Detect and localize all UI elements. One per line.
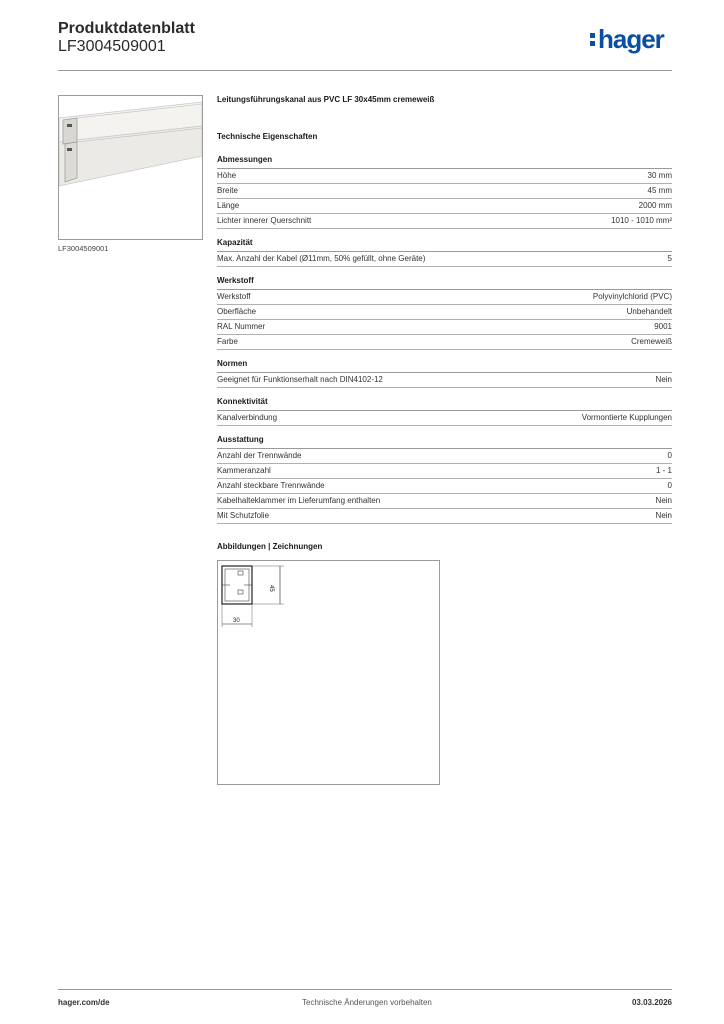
row-label: Geeignet für Funktionserhalt nach DIN4102-12 (217, 375, 383, 384)
footer-divider (58, 989, 672, 990)
row-value: 1010 - 1010 mm² (611, 216, 672, 225)
table-row (217, 305, 672, 320)
dimension-width: 30 (233, 618, 240, 624)
row-value: 1 - 1 (655, 466, 672, 475)
product-details (217, 95, 672, 533)
dimension-height: 45 (268, 585, 274, 592)
drawings-title: Abbildungen | Zeichnungen (217, 542, 323, 551)
row-label: Farbe (217, 337, 238, 346)
table-row (217, 290, 672, 305)
table-row (217, 214, 672, 229)
product-description: Leitungsführungskanal aus PVC LF 30x45mm cremeweiß (217, 95, 435, 104)
section-title: Werkstoff (217, 276, 672, 290)
row-value: 5 (667, 254, 672, 263)
table-row (217, 252, 672, 267)
row-label: Kabelhalteklammer im Lieferumfang enthalten (217, 496, 381, 505)
section-ausstattung (217, 435, 672, 524)
row-value: 45 mm (647, 186, 672, 195)
footer-notice: Technische Änderungen vorbehalten (302, 998, 432, 1007)
row-label: Oberfläche (217, 307, 257, 316)
section-normen (217, 359, 672, 388)
row-label: Anzahl steckbare Trennwände (217, 481, 325, 490)
row-label: Höhe (217, 171, 237, 180)
cable-duct-illustration (59, 96, 202, 239)
table-row (217, 449, 672, 464)
table-row (217, 335, 672, 350)
row-label: Kammeranzahl (217, 466, 271, 475)
row-value: 0 (667, 481, 672, 490)
row-label: Max. Anzahl der Kabel (Ø11mm, 50% gefüllt, ohne Geräte) (217, 254, 426, 263)
section-konnektivitaet (217, 397, 672, 426)
section-title: Kapazität (217, 238, 672, 252)
product-code: LF3004509001 (58, 38, 166, 55)
row-value: 30 mm (647, 171, 672, 180)
row-value: Vormontierte Kupplungen (581, 413, 672, 422)
cross-section-drawing (218, 561, 439, 784)
section-title: Normen (217, 359, 672, 373)
row-label: Mit Schutzfolie (217, 511, 270, 520)
product-image-caption: LF3004509001 (58, 244, 109, 253)
table-row (217, 479, 672, 494)
row-value: Nein (655, 511, 672, 520)
footer-website: hager.com/de (58, 998, 110, 1007)
row-label: RAL Nummer (217, 322, 266, 331)
row-label: Anzahl der Trennwände (217, 451, 302, 460)
section-kapazitaet (217, 238, 672, 267)
row-label: Länge (217, 201, 240, 210)
row-value: Cremeweiß (631, 337, 672, 346)
section-abmessungen (217, 155, 672, 229)
table-row (217, 411, 672, 426)
logo-text: hager (598, 24, 664, 54)
row-label: Lichter innerer Querschnitt (217, 216, 312, 225)
section-werkstoff (217, 276, 672, 350)
row-value: Unbehandelt (626, 307, 672, 316)
row-label: Kanalverbindung (217, 413, 278, 422)
table-row (217, 509, 672, 524)
logo-dots-icon (590, 33, 595, 49)
technical-properties-title: Technische Eigenschaften (217, 132, 318, 141)
header-divider (58, 70, 672, 71)
product-image (58, 95, 203, 240)
section-title: Konnektivität (217, 397, 672, 411)
row-label: Breite (217, 186, 238, 195)
row-value: Polyvinylchlorid (PVC) (592, 292, 672, 301)
table-row (217, 464, 672, 479)
section-title: Ausstattung (217, 435, 672, 449)
table-row (217, 320, 672, 335)
section-title: Abmessungen (217, 155, 672, 169)
row-label: Werkstoff (217, 292, 251, 301)
row-value: 0 (667, 451, 672, 460)
technical-drawing (217, 560, 440, 785)
page-title: Produktdatenblatt (58, 20, 195, 37)
table-row (217, 373, 672, 388)
row-value: Nein (655, 496, 672, 505)
row-value: 9001 (654, 322, 672, 331)
row-value: Nein (655, 375, 672, 384)
hager-logo (590, 24, 680, 58)
table-row (217, 494, 672, 509)
row-value: 2000 mm (638, 201, 672, 210)
table-row (217, 199, 672, 214)
footer-date: 03.03.2026 (631, 998, 672, 1007)
table-row (217, 184, 672, 199)
table-row (217, 169, 672, 184)
